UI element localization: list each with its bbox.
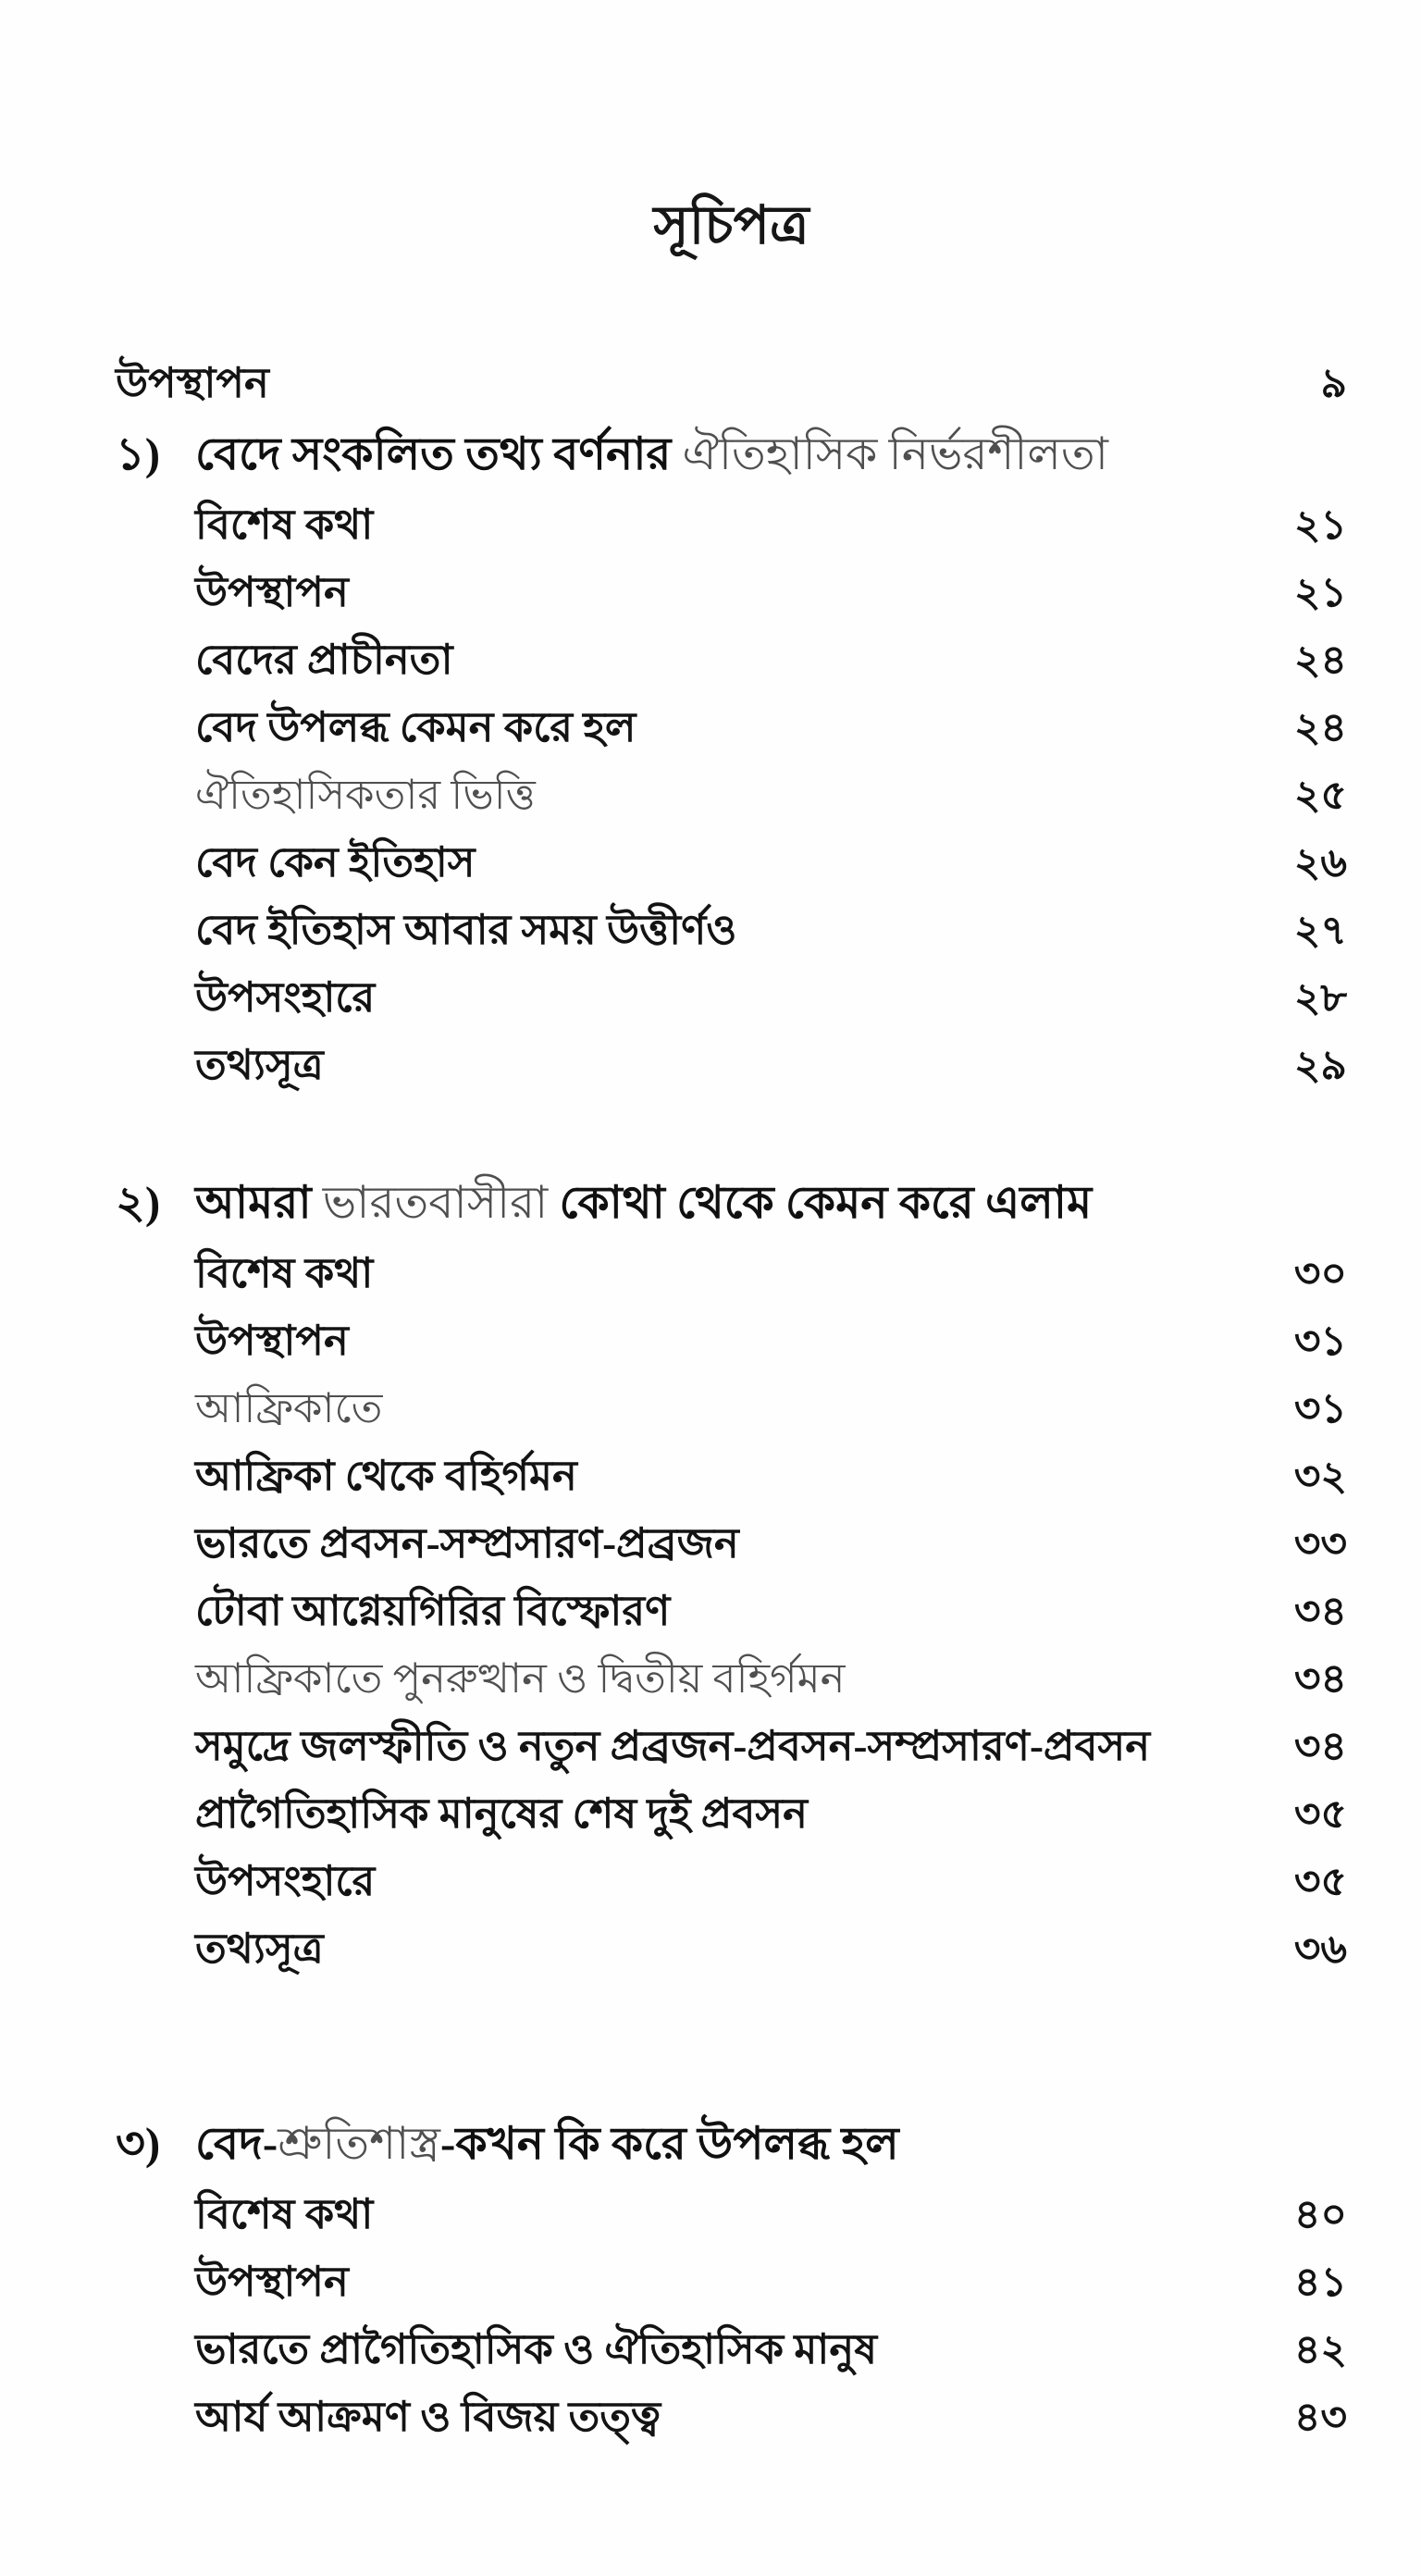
section-title-light: ঐতিহাসিক নির্ভরশীলতা [682,428,1108,479]
toc-entry-label: উপস্থাপন [116,360,269,406]
toc-entry-page: ২৯ [1293,1043,1347,1088]
toc-entry [116,2181,1347,2248]
toc-entry-page: ২৪ [1293,705,1347,750]
toc-entry [116,1510,1347,1578]
toc-entry-page: ৩৪ [1293,1656,1347,1702]
toc-entry-page: ৩৪ [1293,1589,1347,1634]
toc-entry [116,2316,1347,2384]
toc-entry-page: ৩৫ [1293,1791,1347,1837]
toc-entry-page: ২৬ [1293,840,1347,886]
toc-entry [116,1915,1347,1983]
toc-entry [116,897,1347,964]
toc-entry-label: তথ্যসূত্র [195,1042,324,1088]
toc-entry-label: বিশেষ কথা [195,502,374,548]
toc-entry-label: আফ্রিকাতে [195,1385,383,1431]
toc-entry [116,829,1347,897]
toc-entry-page: ২৫ [1293,773,1347,818]
toc-entry-label: আফ্রিকাতে পুনরুত্থান ও দ্বিতীয় বহির্গমন [195,1655,846,1702]
section-title-main: বেদে সংকলিত তথ্য বর্ণনার [195,428,683,479]
section-number: ২) [116,1177,161,1228]
toc-entry-page: ৩২ [1293,1454,1347,1499]
toc-entry [116,1307,1347,1375]
toc-entry-label: বেদ ইতিহাস আবার সময় উত্তীর্ণও [195,907,737,953]
toc-entry-label: বেদের প্রাচীনতা [195,637,453,683]
toc-entry-label: বেদ উপলব্ধ কেমন করে হল [195,704,636,750]
toc-entry-label: টোবা আগ্নেয়গিরির বিস্ফোরণ [195,1588,671,1634]
toc-entry-page: ২১ [1293,570,1347,615]
toc-entry-page: ২১ [1293,502,1347,548]
section-title-light: ভারতবাসীরা [322,1177,549,1228]
toc-section-1 [116,417,1347,1099]
toc-entry-page: ৪১ [1293,2260,1347,2305]
toc-entry-label: ঐতিহাসিকতার ভিত্তি [195,772,536,818]
page-title: সূচিপত্র [653,195,809,255]
toc-entry-page: ৩৫ [1293,1859,1347,1904]
toc-entry-label: ভারতে প্রবসন-সম্প্রসারণ-প্রব্রজন [195,1520,739,1567]
toc-entry [116,1713,1347,1780]
toc-entry-page: ৩০ [1293,1251,1347,1296]
section-number: ১) [116,428,161,479]
toc-entry-page: ৪২ [1293,2327,1347,2372]
toc-section-2 [116,1166,1347,1983]
toc-entry [116,559,1347,626]
toc-entry [116,1578,1347,1645]
toc-entry [116,1032,1347,1099]
toc-entry [116,1848,1347,1915]
section-heading [116,2107,1347,2181]
toc-entry [116,964,1347,1032]
toc-entry-page: ৩১ [1293,1386,1347,1431]
toc-entry-label: আর্য আক্রমণ ও বিজয় তত্ত্ব [195,2394,661,2440]
section-title [195,2107,899,2181]
toc-entry [116,626,1347,694]
toc-entry-page: ২৭ [1293,908,1347,953]
toc-entry-label: উপসংহারে [195,1858,376,1904]
toc-entry-label: উপসংহারে [195,974,376,1021]
toc-section-3 [116,2107,1347,2451]
section-title-main: আমরা [195,1177,323,1228]
section-title-rest: কোথা থেকে কেমন করে এলাম [548,1177,1093,1228]
toc-entry-label: সমুদ্রে জলস্ফীতি ও নতুন প্রব্রজন-প্রবসন-সম্প্রসারণ-প্রবসন [195,1723,1151,1769]
toc-entry-label: বেদ কেন ইতিহাস [195,839,476,886]
toc-entry [116,694,1347,762]
section-title-rest: -কখন কি করে উপলব্ধ হল [440,2118,899,2169]
toc-entry-page: ৩৬ [1293,1926,1347,1972]
toc-entry [116,1645,1347,1713]
section-heading [116,1166,1347,1240]
toc-entry-label: আফ্রিকা থেকে বহির্গমন [195,1453,577,1499]
toc-entry-page: ৩৪ [1293,1724,1347,1769]
toc-entry-label: প্রাগৈতিহাসিক মানুষের শেষ দুই প্রবসন [195,1790,808,1837]
toc-entry-label: ভারতে প্রাগৈতিহাসিক ও ঐতিহাসিক মানুষ [195,2326,878,2372]
toc-entry-label: উপস্থাপন [195,1318,349,1364]
toc-entry-page: ৩১ [1293,1319,1347,1364]
toc-entry [116,1443,1347,1510]
toc-entry-page: ৪৩ [1293,2395,1347,2440]
section-title-main: বেদ- [195,2118,278,2169]
toc-entry-page: ৯ [1320,361,1347,406]
toc-entry [116,762,1347,829]
toc-entry-page: ৩৩ [1293,1521,1347,1567]
toc-entry-label: বিশেষ কথা [195,2191,374,2237]
toc-entry [116,491,1347,559]
section-title [195,417,1108,491]
section-title-light: শ্রুতিশাস্ত্র [278,2118,441,2169]
toc-entry [116,1375,1347,1443]
toc-entry-page: ২৮ [1293,975,1347,1021]
toc-entry-page: ২৪ [1293,638,1347,683]
toc-entry-label: উপস্থাপন [195,569,349,615]
section-heading [116,417,1347,491]
toc-entry [116,1240,1347,1307]
section-title [195,1166,1092,1240]
toc-entry-page: ৪০ [1293,2192,1347,2237]
toc-entry-label: তথ্যসূত্র [195,1926,324,1972]
toc-entry-label: বিশেষ কথা [195,1250,374,1296]
toc-entry [116,2384,1347,2451]
toc-front-row [116,350,1347,417]
toc-entry [116,2248,1347,2316]
toc-entry [116,1780,1347,1848]
toc-entry-label: উপস্থাপন [195,2259,349,2305]
section-number: ৩) [116,2118,161,2169]
